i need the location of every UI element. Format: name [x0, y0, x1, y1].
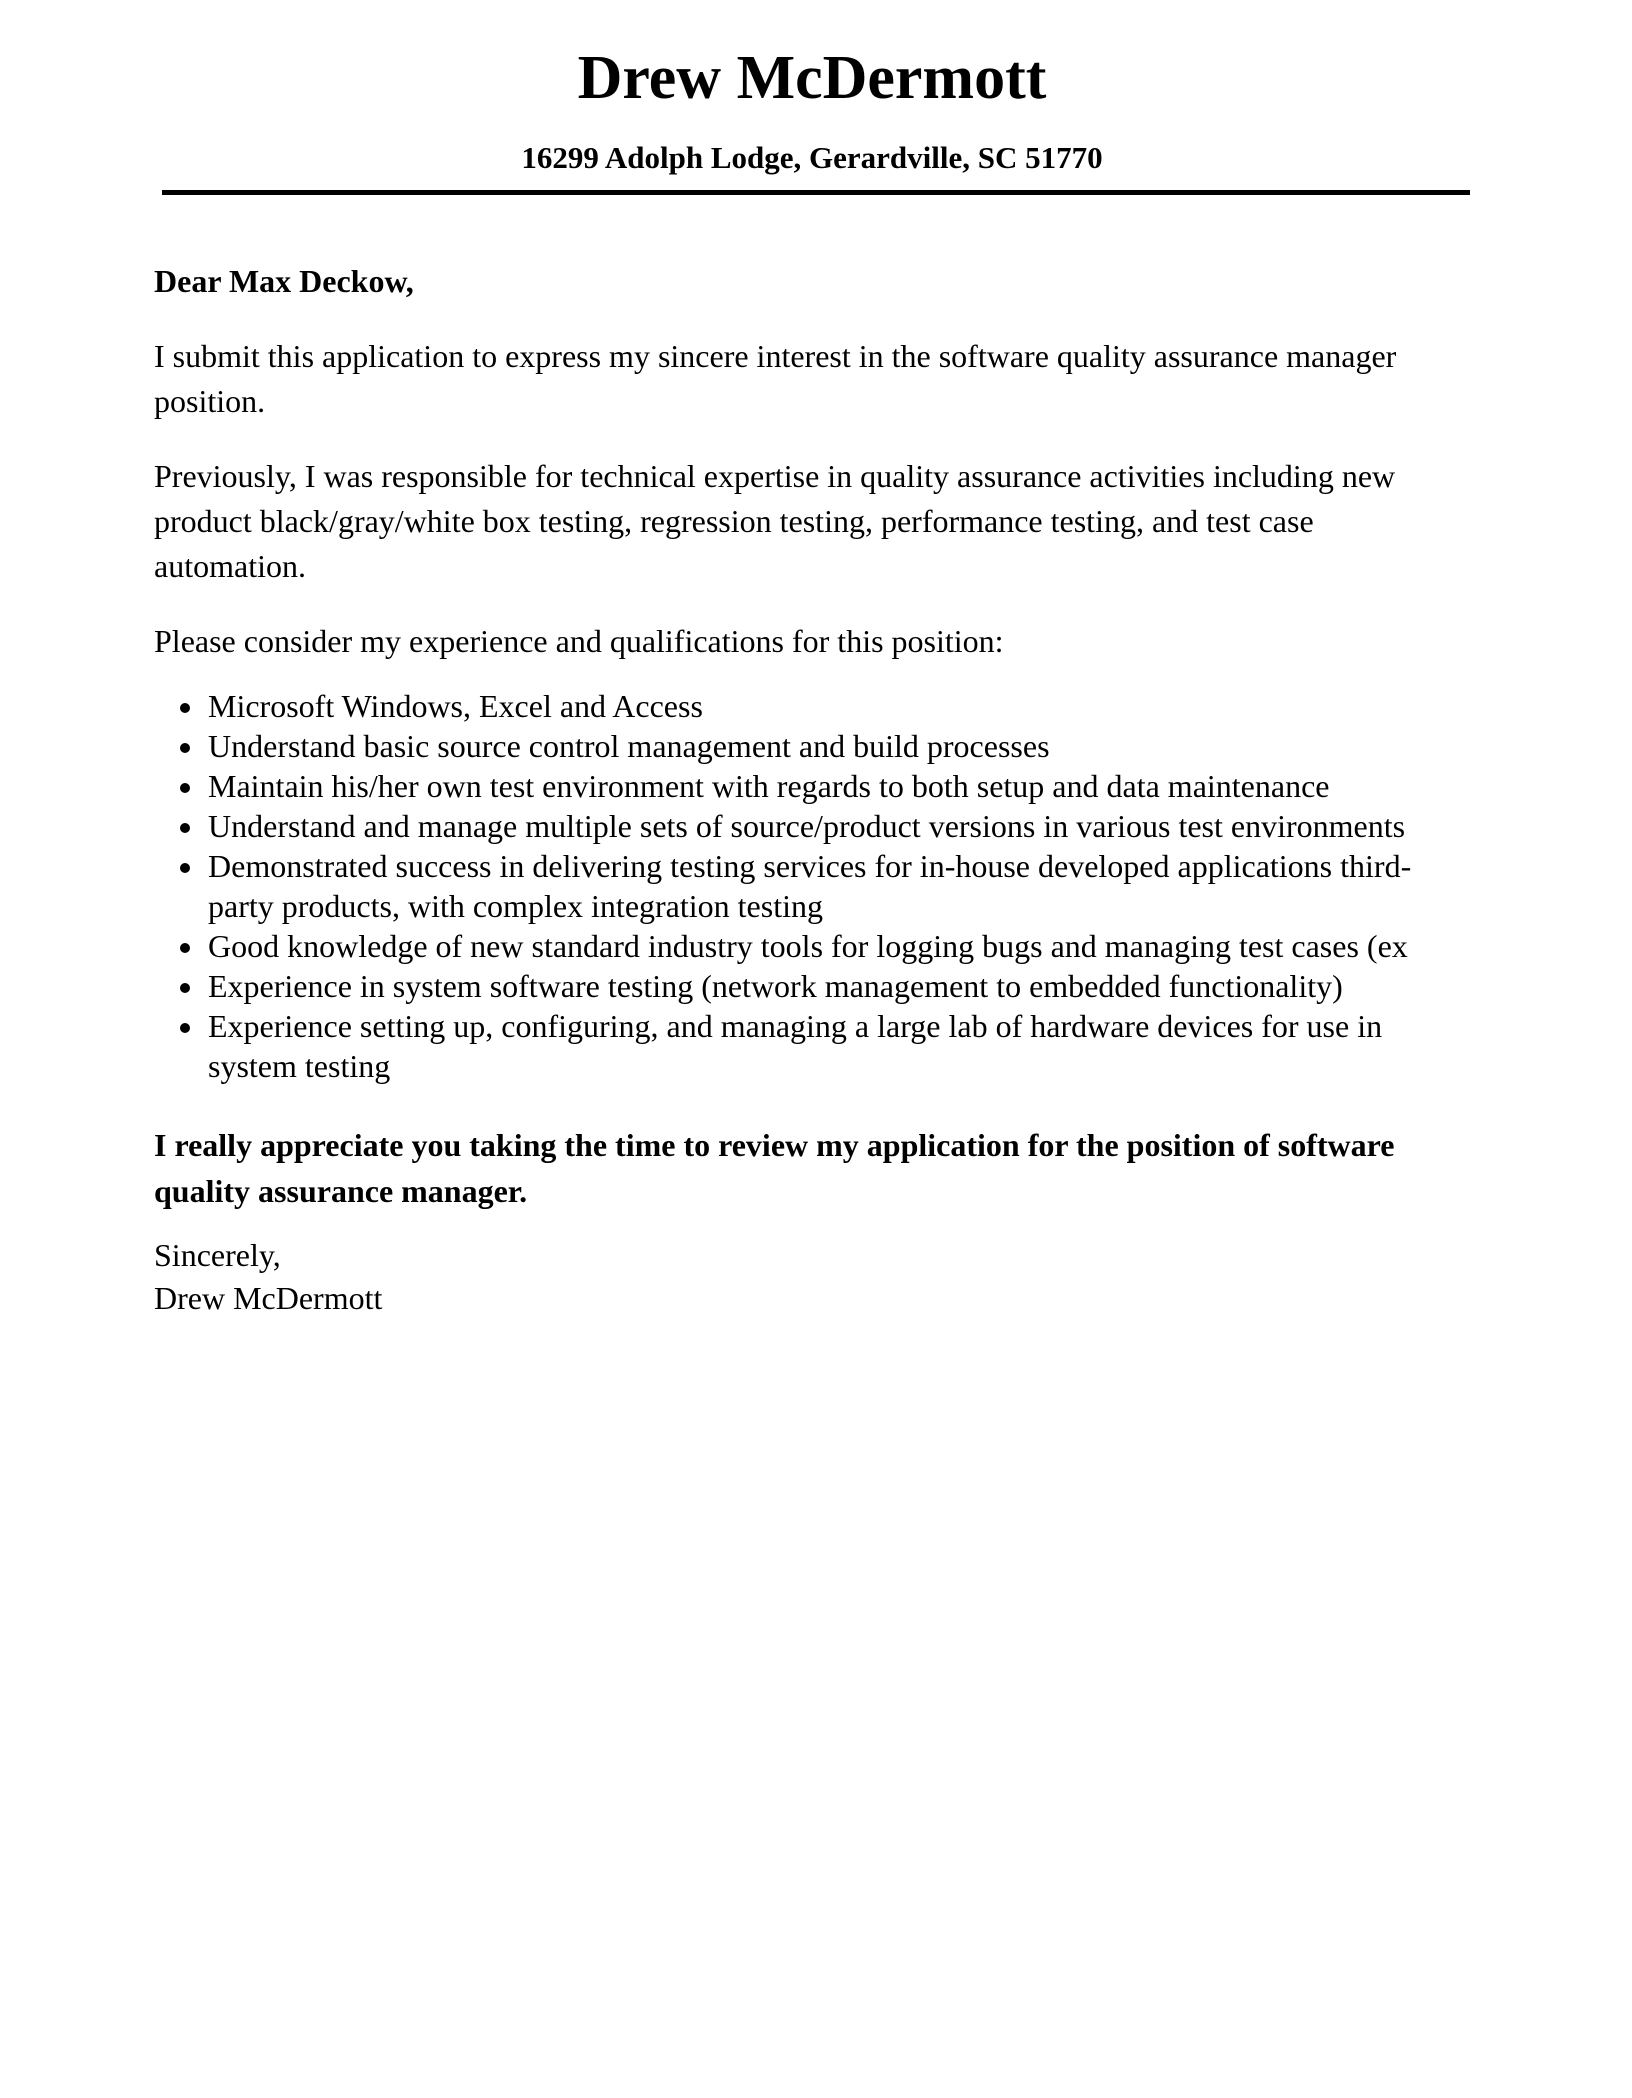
list-item: • Maintain his/her own test environment with regards to both setup and data maintenance [206, 766, 1470, 806]
list-item: • Good knowledge of new standard industry tools for logging bugs and managing test cases (ex [206, 926, 1470, 966]
intro-paragraph: I submit this application to express my sincere interest in the software quality assurance manager position. [154, 338, 1397, 419]
greeting-line: Dear Max Deckow, [154, 263, 414, 299]
list-item: • Understand and manage multiple sets of source/product versions in various test environments [206, 806, 1470, 846]
sender-name: Drew McDermott [577, 44, 1047, 112]
list-item: • Understand basic source control management and build processes [206, 726, 1470, 766]
list-item: • Microsoft Windows, Excel and Access [206, 686, 1470, 726]
qualifications-list [154, 686, 1470, 1086]
signoff-line: Sincerely, [154, 1237, 281, 1273]
signature-name: Drew McDermott [154, 1280, 383, 1316]
list-item: • Experience setting up, configuring, and managing a large lab of hardware devices for use in system testing [206, 1006, 1470, 1086]
header-divider [162, 190, 1470, 195]
sender-address: 16299 Adolph Lodge, Gerardville, SC 51770 [521, 140, 1103, 175]
list-item: • Experience in system software testing (network management to embedded functionality) [206, 966, 1470, 1006]
letter-header [154, 40, 1470, 178]
closing-paragraph: I really appreciate you taking the time to review my application for the position of software quality assurance manager. [154, 1127, 1395, 1209]
previous-experience-paragraph: Previously, I was responsible for technical expertise in quality assurance activities including new product black/gray/white box testing, regression testing, performance testing, and test case automation. [154, 458, 1396, 584]
list-item: • Demonstrated success in delivering testing services for in-house developed applications third-party products, with complex integration testing [206, 846, 1470, 926]
signature-block [154, 1234, 1470, 1320]
consider-paragraph: Please consider my experience and qualifications for this position: [154, 623, 1004, 659]
